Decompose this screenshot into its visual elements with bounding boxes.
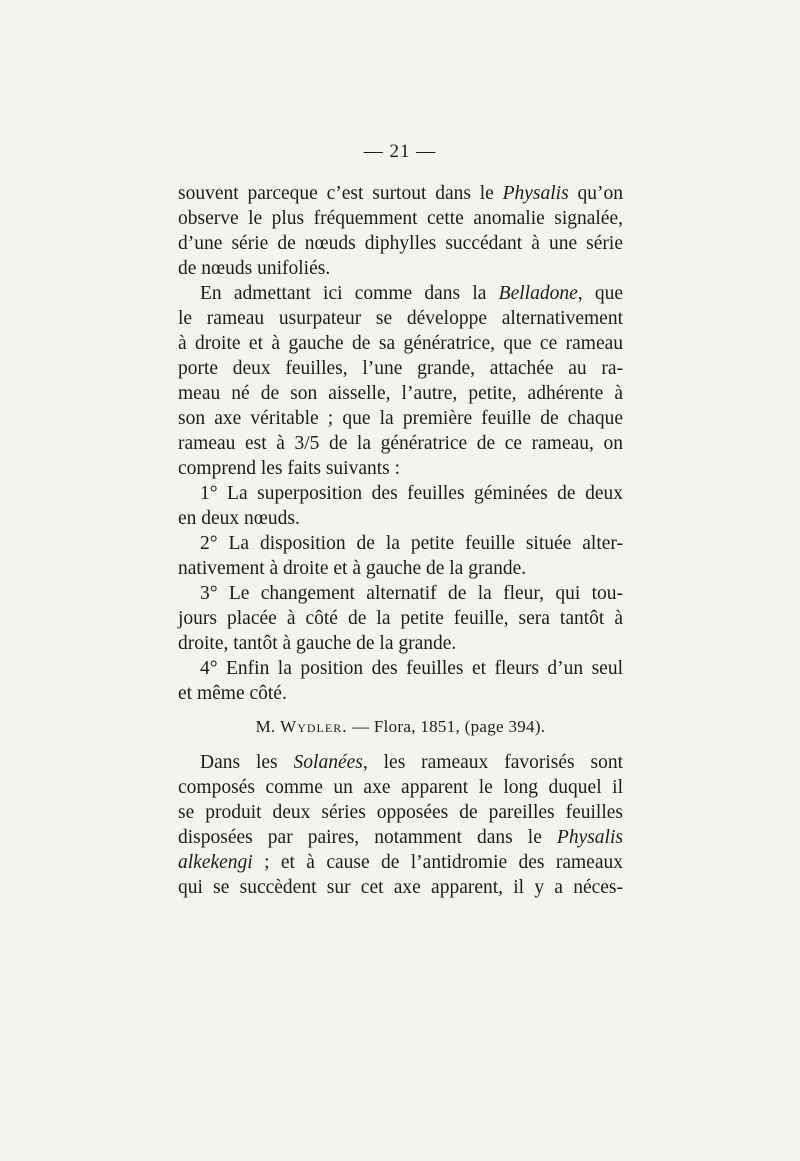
fact-1 (178, 481, 623, 531)
fact-4 (178, 656, 623, 706)
text-line: de nœuds unifoliés. (178, 258, 331, 279)
reference-author: Wydler. (280, 717, 348, 736)
text-line: et même côté. (178, 683, 287, 704)
fact-3 (178, 581, 623, 656)
text-line: rameau est à 3/5 de la génératrice de ce rameau, on (178, 433, 623, 454)
text-line: En admettant ici comme dans la Belladone, que (200, 283, 624, 304)
text-line: porte deux feuilles, l’une grande, attachée au ra- (178, 358, 623, 379)
text-line: alkekengi ; et à cause de l’antidromie des rameaux (178, 852, 623, 873)
text-line: 1° La superposition des feuilles géminées de deux (200, 483, 623, 504)
text-line: le rameau usurpateur se développe alternativement (178, 308, 623, 329)
text-line: à droite et à gauche de sa génératrice, que ce rameau (178, 333, 623, 354)
text-line: meau né de son aisselle, l’autre, petite, adhérente à (178, 383, 623, 404)
text-line: en deux nœuds. (178, 508, 300, 529)
text-line: composés comme un axe apparent le long duquel il (178, 777, 623, 798)
text-line: comprend les faits suivants : (178, 458, 401, 479)
text-line: son axe véritable ; que la première feuille de chaque (178, 408, 623, 429)
text-line: 2° La disposition de la petite feuille située alter- (200, 533, 623, 554)
paragraph-1 (178, 181, 623, 281)
text-line: jours placée à côté de la petite feuille, sera tantôt à (178, 608, 623, 629)
text-line: Dans les Solanées, les rameaux favorisés sont (200, 752, 623, 773)
paragraph-2 (178, 281, 623, 481)
text-line: d’une série de nœuds diphylles succédant à une série (178, 233, 623, 254)
body-text (178, 181, 623, 900)
text-line: disposées par paires, notamment dans le Physalis (178, 827, 623, 848)
page-number: — 21 — (363, 141, 437, 162)
paragraph-3 (178, 750, 623, 900)
fact-2 (178, 531, 623, 581)
text-line: observe le plus fréquemment cette anomalie signalée, (178, 208, 623, 229)
text-line: droite, tantôt à gauche de la grande. (178, 633, 457, 654)
text-line: souvent parceque c’est surtout dans le Physalis qu’on (178, 183, 623, 204)
text-line: 3° Le changement alternatif de la fleur, qui tou- (200, 583, 623, 604)
text-line: nativement à droite et à gauche de la grande. (178, 558, 527, 579)
text-line: qui se succèdent sur cet axe apparent, il y a néces- (178, 877, 623, 898)
text-line: se produit deux séries opposées de pareilles feuilles (178, 802, 623, 823)
text-line: 4° Enfin la position des feuilles et fleurs d’un seul (200, 658, 623, 679)
reference-citation: M. Wydler. — Flora, 1851, (page 394). (255, 717, 546, 736)
